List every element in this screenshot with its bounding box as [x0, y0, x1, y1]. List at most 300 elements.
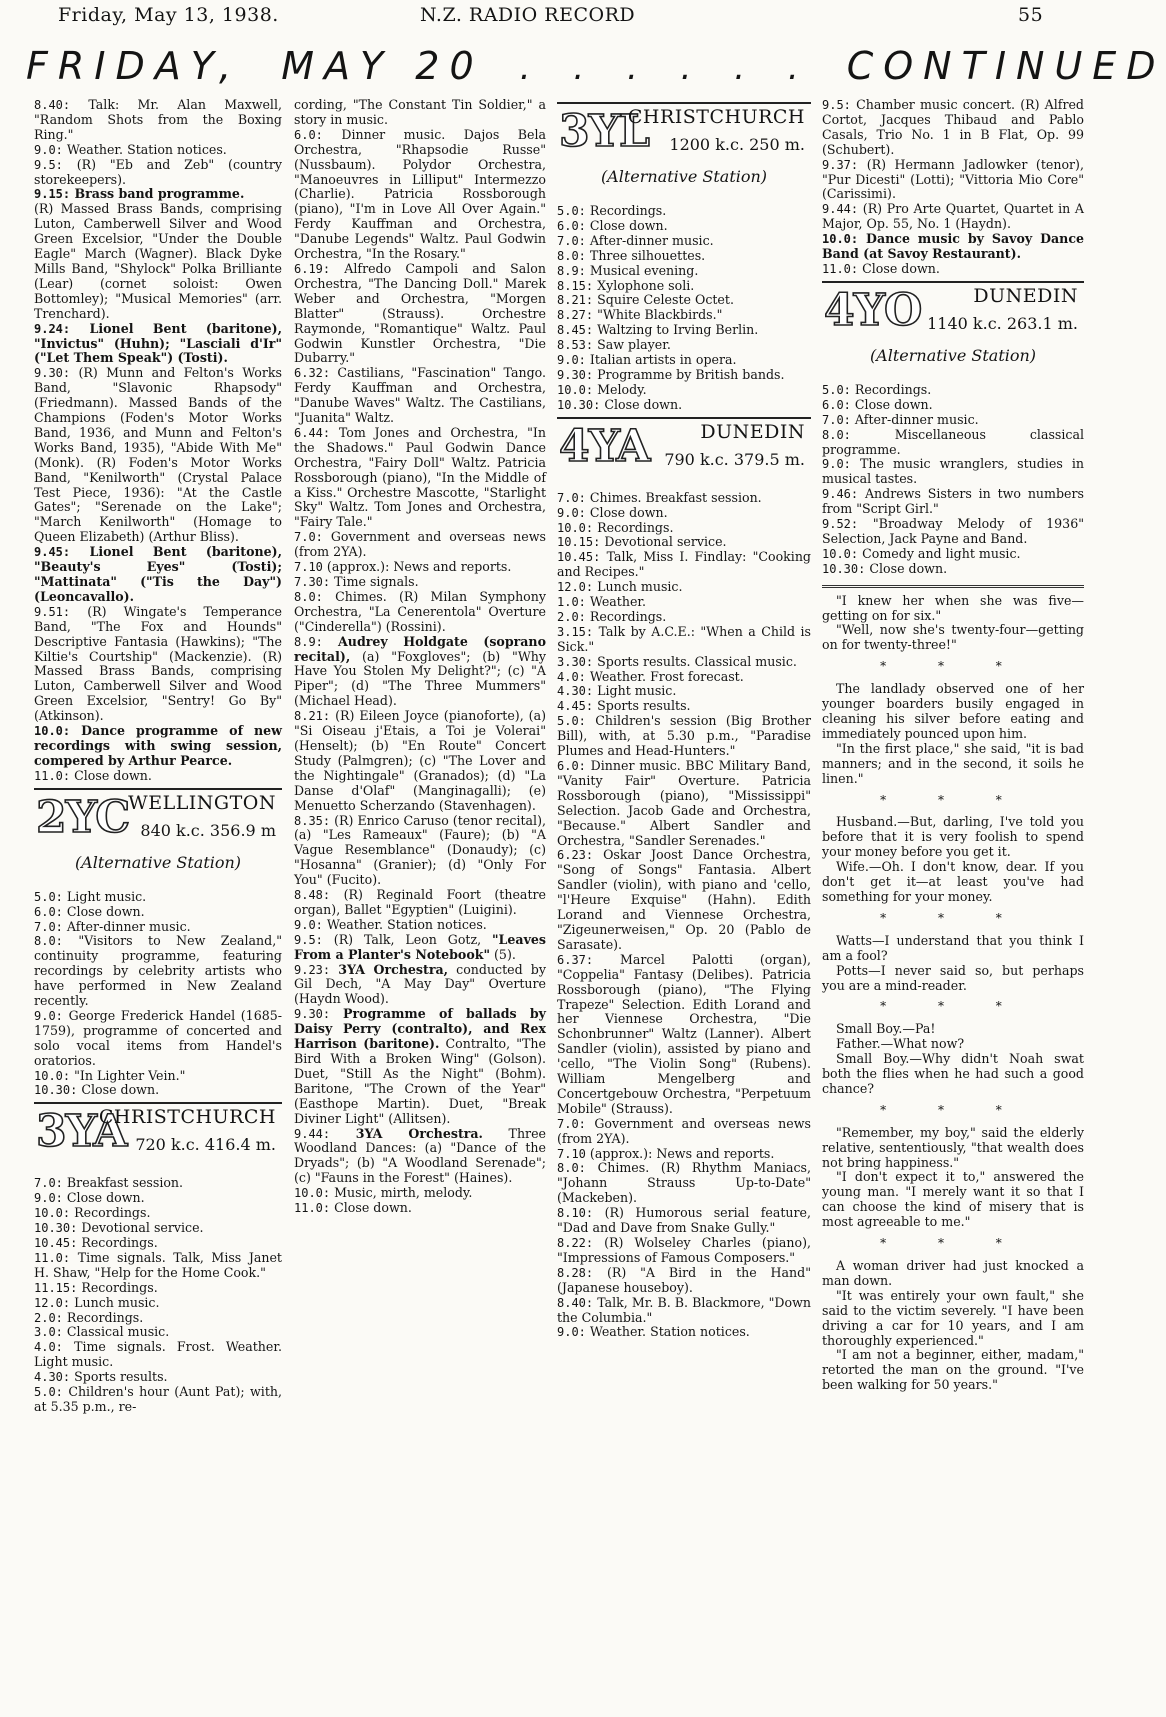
station-callsign: 2YC: [36, 791, 130, 843]
programme-description: "Visitors to New Zealand," continuity programme, featuring recordings by celebrity artists who have performed in New Zealand recently.: [34, 933, 282, 1009]
programme-entry: [34, 1176, 282, 1191]
programme-time: 8.0:: [557, 1161, 586, 1176]
programme-description: Comedy and light music.: [862, 545, 1021, 561]
programme-time: 7.0:: [34, 919, 63, 934]
programme-entry: [34, 890, 282, 905]
programme-time: 9.37:: [822, 157, 859, 172]
programme-entry: [294, 98, 546, 128]
programme-description: Sports results.: [74, 1369, 168, 1385]
programme-entry: [822, 262, 1084, 277]
joke-line: "Well, now she's twenty-four—getting on for twenty-three!": [822, 622, 1084, 653]
programme-entry: [34, 1191, 282, 1206]
star-separator: * * *: [880, 999, 1026, 1014]
programme-time: 10.0:: [34, 1068, 71, 1083]
programme-time: 9.5:: [294, 932, 323, 947]
programme-time: 4.30:: [34, 1370, 71, 1385]
joke: [822, 594, 1084, 654]
star-separator: * * *: [880, 659, 1026, 674]
programme-entry: [34, 934, 282, 1009]
programme-time: 7.0:: [557, 233, 586, 248]
joke-line: Small Boy.—Why didn't Noah swat both the flies when he had such a good chance?: [822, 1051, 1084, 1096]
programme-time: 10.45:: [557, 550, 601, 565]
programme-entry: [34, 1251, 282, 1281]
programme-time: 4.30:: [557, 684, 594, 699]
programme-entry: [557, 953, 811, 1117]
programme-description: Lionel Bent (baritone), "Invictus" (Huhn); "Lasciali d'Ir" ("Let Them Speak") (Tosti).: [34, 320, 282, 366]
programme-description: (approx.): News and reports.: [589, 1145, 775, 1161]
programme-time: 6.23:: [557, 848, 594, 863]
programme-time: 8.9:: [557, 263, 586, 278]
programme-description: Light music.: [66, 888, 147, 904]
programme-description: Waltzing to Irving Berlin.: [597, 322, 759, 338]
programme-description: Weather. Station notices.: [66, 141, 227, 157]
programme-entry: [34, 1069, 282, 1084]
programme-entry: [557, 1236, 811, 1266]
station-frequency: 840 k.c. 356.9 m: [140, 820, 276, 840]
joke: [822, 1126, 1084, 1230]
programme-entry: [557, 491, 811, 506]
programme-entry: [557, 1296, 811, 1326]
programme-entry: [557, 610, 811, 625]
programme-time: 8.0:: [557, 248, 586, 263]
station-frequency: 1200 k.c. 250 m.: [669, 135, 805, 154]
programme-description: Close down.: [604, 396, 683, 412]
programme-entry: [822, 398, 1084, 413]
programme-description: After-dinner music.: [854, 411, 979, 427]
programme-time: 7.0:: [557, 490, 586, 505]
programme-time: 3.30:: [557, 654, 594, 669]
programme-entry: [294, 1201, 546, 1216]
programme-description: (R) Reginald Foort (theatre organ), Ballet "Egyptien" (Luigini).: [294, 887, 546, 917]
programme-list: [34, 1176, 282, 1415]
programme-time: 10.30:: [34, 1221, 78, 1236]
programme-time: 9.44:: [822, 202, 859, 217]
programme-description: Chimes. Breakfast session.: [589, 489, 762, 505]
programme-entry: [557, 264, 811, 279]
programme-description: Squire Celeste Octet.: [597, 292, 734, 308]
programme-description: Recordings.: [66, 1309, 144, 1325]
programme-time: 9.15:: [34, 187, 71, 202]
programme-entry: [557, 293, 811, 308]
programme-entry: [294, 709, 546, 813]
programme-time: 11.0:: [34, 768, 71, 783]
programme-description: Chamber music concert. (R) Alfred Cortot, Jacques Thibaud and Pablo Casals, Trio No. 1 in B Flat, Op. 99 (Schubert).: [822, 97, 1084, 157]
station-callsign: 3YA: [36, 1106, 127, 1158]
programme-entry: [557, 670, 811, 685]
programme-description: George Frederick Handel (1685-1759), programme of concerted and solo vocal items from Handel's oratorios.: [34, 1007, 282, 1068]
programme-time: 2.0:: [557, 609, 586, 624]
page-number: 55: [1018, 4, 1044, 26]
programme-time: 4.45:: [557, 699, 594, 714]
programme-description: Time signals.: [334, 574, 419, 589]
programme-time: 3.15:: [557, 624, 594, 639]
programme-description: Close down.: [81, 1082, 160, 1098]
programme-description: Close down.: [869, 560, 948, 576]
banner-dots: . . . . . .: [519, 48, 815, 88]
programme-description: 3YA Orchestra, conducted by Gil Dech, "A May Day" Overture (Haydn Wood).: [294, 961, 546, 1007]
programme-entry: [294, 366, 546, 426]
station-2yc-header: [34, 788, 282, 884]
programme-time: 8.22:: [557, 1236, 594, 1250]
programme-entry: [34, 1311, 282, 1326]
programme-entry: [294, 1007, 546, 1126]
programme-description: Chimes. (R) Milan Symphony Orchestra, "La Cenerentola" Overture ("Cinderella") (Rossini).: [294, 588, 546, 634]
programme-entry: [557, 848, 811, 952]
programme-entry: [822, 457, 1084, 487]
programme-description: Recordings.: [854, 381, 932, 397]
programme-entry: [557, 714, 811, 759]
programme-time: 8.48:: [294, 888, 331, 903]
station-3ya-header: [34, 1102, 282, 1170]
programme-description: Close down.: [589, 504, 668, 520]
programme-time: 8.21:: [557, 293, 594, 308]
programme-description: (R) Wolseley Charles (piano), "Impressions of Famous Composers.": [557, 1235, 811, 1265]
programme-description: Tom Jones and Orchestra, "In the Shadows." Paul Godwin Dance Orchestra, "Fairy Doll" Waltz. Patricia Rossborough (piano), "In the Middle of a Kiss." Orchestre Mascotte, "Starlight Sky" Waltz. Tom Jones and Orchestra, "Fairy Tale.": [294, 424, 546, 530]
programme-time: 9.30:: [34, 366, 71, 381]
joke-line: The landlady observed one of her younger boarders busily engaged in cleaning his silver before eating and immediately pounced upon him.: [822, 681, 1084, 741]
programme-entry: [34, 158, 282, 188]
programme-description: Government and overseas news (from 2YA).: [557, 1115, 811, 1146]
programme-entry: [822, 562, 1084, 577]
programme-entry: [34, 1340, 282, 1370]
programme-entry: [34, 202, 282, 321]
programme-time: 6.0:: [557, 218, 586, 233]
programme-description: Close down.: [589, 217, 668, 233]
programme-entry: [34, 1221, 282, 1236]
programme-description: Children's session (Big Brother Bill), with, at 5.30 p.m., "Paradise Plumes and Head-Hunters.": [557, 713, 811, 759]
programme-description: Andrews Sisters in two numbers from "Script Girl.": [822, 486, 1084, 517]
programme-entry: [822, 487, 1084, 517]
star-separator: * * *: [880, 1236, 1026, 1251]
programme-description: Sports results.: [597, 698, 691, 714]
station-city: WELLINGTON: [128, 791, 276, 814]
programme-entry: [294, 888, 546, 918]
programme-time: 9.5:: [822, 98, 851, 112]
programme-entry: [822, 517, 1084, 547]
programme-entry: [557, 1206, 811, 1236]
programme-time: 9.0:: [557, 353, 586, 368]
programme-description: Classical music.: [66, 1324, 170, 1340]
joke-line: A woman driver had just knocked a man down.: [822, 1258, 1084, 1288]
programme-time: 9.5:: [34, 157, 63, 172]
programme-description: Recordings.: [589, 608, 667, 624]
station-alternative-note: (Alternative Station): [74, 852, 242, 872]
programme-time: 6.19:: [294, 261, 331, 276]
programme-description: Dance music by Savoy Dance Band (at Savoy Restaurant).: [822, 231, 1084, 262]
programme-list: [822, 383, 1084, 577]
programme-list: [34, 98, 282, 784]
programme-entry: [557, 1117, 811, 1147]
joke-line: "Remember, my boy," said the elderly relative, sententiously, "that wealth does not bring happiness.": [822, 1124, 1084, 1170]
programme-description: Saw player.: [597, 337, 671, 353]
programme-entry: [557, 323, 811, 338]
joke: [822, 1022, 1084, 1097]
programme-description: Talk, Miss I. Findlay: "Cooking and Recipes.": [557, 549, 811, 580]
programme-time: 9.30:: [557, 367, 594, 382]
programme-entry: [294, 262, 546, 366]
programme-description: The music wranglers, studies in musical tastes.: [822, 456, 1084, 487]
programme-entry: [557, 234, 811, 249]
programme-entry: [557, 1325, 811, 1340]
programme-description: "White Blackbirds.": [597, 307, 723, 323]
programme-time: 8.9:: [294, 634, 323, 649]
programme-description: Devotional service.: [81, 1220, 204, 1236]
programme-entry: [557, 521, 811, 536]
station-callsign: 4YA: [559, 420, 650, 472]
programme-description: cording, "The Constant Tin Soldier," a story in music.: [294, 97, 546, 127]
programme-time: 1.0:: [557, 595, 586, 610]
programme-time: 9.45:: [34, 545, 71, 560]
programme-description: Recordings.: [81, 1235, 158, 1250]
joke: [822, 682, 1084, 786]
programme-time: 9.0:: [557, 505, 586, 520]
programme-list: [34, 890, 282, 1099]
programme-description: Devotional service.: [604, 534, 727, 550]
programme-entry: [34, 605, 282, 724]
programme-entry: [557, 383, 811, 398]
banner-date: MAY 20: [281, 44, 484, 88]
joke: [822, 1259, 1084, 1393]
programme-time: 5.0:: [34, 1385, 63, 1400]
programme-description: Three silhouettes.: [589, 247, 706, 263]
programme-entry: [557, 279, 811, 294]
programme-entry: [294, 963, 546, 1008]
programme-time: 11.15:: [34, 1280, 78, 1295]
programme-description: "Broadway Melody of 1936" Selection, Jack Payne and Band.: [822, 516, 1084, 546]
programme-entry: [557, 308, 811, 323]
programme-time: 9.24:: [34, 321, 71, 336]
programme-entry: [557, 204, 811, 219]
programme-time: 7.0:: [294, 530, 323, 545]
programme-time: 8.27:: [557, 308, 594, 323]
column-3: [557, 98, 811, 1340]
programme-time: 6.44:: [294, 425, 331, 440]
programme-description: (R) "Eb and Zeb" (country storekeepers).: [34, 156, 282, 187]
programme-time: 7.10: [557, 1146, 586, 1161]
programme-entry: [822, 428, 1084, 458]
programme-description: Weather. Station notices.: [326, 916, 487, 932]
station-callsign: 3YL: [559, 106, 649, 157]
programme-time: 10.0:: [34, 724, 71, 739]
programme-description: Breakfast session.: [66, 1175, 184, 1191]
programme-description: Weather.: [589, 594, 647, 610]
column-1: [34, 98, 282, 1415]
star-separator: * * *: [880, 910, 1026, 925]
programme-time: 3.0:: [34, 1325, 63, 1340]
programme-description: Weather. Frost forecast.: [589, 668, 744, 684]
programme-time: 9.0:: [822, 457, 851, 472]
programme-entry: [34, 905, 282, 920]
programme-time: 6.37:: [557, 952, 594, 967]
programme-description: Close down.: [334, 1200, 412, 1216]
programme-entry: [557, 550, 811, 580]
programme-entry: [557, 625, 811, 655]
programme-entry: [294, 560, 546, 575]
programme-time: 12.0:: [34, 1295, 71, 1310]
programme-time: 8.45:: [557, 323, 594, 338]
programme-entry: [34, 920, 282, 935]
issue-date: Friday, May 13, 1938.: [58, 4, 279, 26]
programme-time: 8.0:: [822, 427, 851, 442]
programme-description: Alfredo Campoli and Salon Orchestra, "The Dancing Doll." Marek Weber and Orchestra, "Morgen Blatter" (Strauss). Orchestre Raymonde, "Romantique" Waltz. Paul Godwin Kunstler Orchestra, "Die Dubarry.": [294, 260, 546, 366]
programme-time: 9.51:: [34, 604, 71, 619]
programme-entry: [34, 1009, 282, 1069]
programme-entry: [34, 322, 282, 367]
programme-entry: [34, 1206, 282, 1221]
publication-name: N.Z. RADIO RECORD: [420, 4, 636, 26]
programme-time: 10.0:: [557, 520, 594, 535]
programme-time: 4.0:: [557, 669, 586, 684]
programme-entry: [294, 814, 546, 889]
programme-description: Talk, Mr. B. B. Blackmore, "Down the Columbia.": [557, 1294, 811, 1325]
page-header: [0, 4, 1114, 28]
programme-description: (R) Massed Brass Bands, comprising Luton, Camberwell Silver and Wood Green Excelsior, "Under the Double Eagle" March (Wagner). Black Dyke Mills Band, "Shylock" Polka Brilliante (Lear) (cornet soloist: Owen Bottomley); "Musical Memories" (arr. Trenchard).: [34, 201, 282, 321]
programme-time: 8.15:: [557, 278, 594, 293]
programme-time: 6.32:: [294, 366, 331, 381]
programme-list: [557, 204, 811, 413]
station-frequency: 790 k.c. 379.5 m.: [664, 449, 805, 469]
station-city: CHRISTCHURCH: [627, 106, 805, 128]
programme-time: 11.0:: [34, 1250, 71, 1265]
programme-entry: [294, 918, 546, 933]
programme-time: 10.0:: [822, 546, 859, 561]
programme-entry: [557, 595, 811, 610]
programme-time: 2.0:: [34, 1310, 63, 1325]
programme-description: Time signals. Talk, Miss Janet H. Shaw, "Help for the Home Cook.": [34, 1249, 282, 1280]
joke-line: "I am not a beginner, either, madam," retorted the man on the ground. "I've been walking for 50 years.": [822, 1347, 1084, 1393]
programme-time: 9.23:: [294, 962, 331, 977]
programme-description: Close down.: [66, 903, 145, 919]
joke-line: Wife.—Oh. I don't know, dear. If you don't get it—at least you've had something for your money.: [822, 859, 1084, 904]
programme-time: 10.0:: [822, 232, 859, 247]
programme-description: After-dinner music.: [589, 232, 714, 248]
programme-description: Dinner music. BBC Military Band, "Vanity Fair" Overture. Patricia Rossborough (piano), "Mississippi" Selection. Jacob Gade and Orchestra, "Because." Albert Sandler and Orchestra, "Sandler Serenades.": [557, 758, 811, 848]
programme-description: Castilians, "Fascination" Tango. Ferdy Kauffman and Orchestra, "Danube Waves" Waltz. The Castilians, "Juanita" Waltz.: [294, 365, 546, 426]
programme-description: Brass band programme.: [74, 186, 245, 202]
programme-description: Miscellaneous classical programme.: [822, 426, 1084, 457]
programme-time: 8.10:: [557, 1206, 594, 1221]
programme-entry: [557, 580, 811, 595]
programme-entry: [557, 655, 811, 670]
programme-description: Audrey Holdgate (soprano recital), (a) "Foxgloves"; (b) "Why Have You Stolen My Delight?"; (c) "A Piper"; (d) "The Three Mummers" (Michael Head).: [294, 633, 546, 709]
programme-entry: [557, 249, 811, 264]
programme-time: 9.0:: [34, 1008, 63, 1023]
station-4yo-header: [822, 281, 1084, 377]
programme-time: 9.0:: [557, 1325, 586, 1340]
programme-entry: [294, 426, 546, 530]
programme-list: [822, 98, 1084, 277]
programme-entry: [294, 1186, 546, 1201]
programme-entry: [294, 1127, 546, 1187]
programme-entry: [822, 232, 1084, 262]
programme-time: 9.0:: [34, 1191, 63, 1206]
programme-description: Lunch music.: [74, 1294, 160, 1310]
programme-time: 6.0:: [294, 127, 323, 142]
programme-time: 7.0:: [822, 412, 851, 427]
programme-entry: [34, 1370, 282, 1385]
programme-entry: [34, 769, 282, 784]
station-alternative-note: (Alternative Station): [869, 345, 1037, 365]
programme-description: Lunch music.: [597, 579, 683, 595]
programme-description: Close down.: [74, 767, 152, 783]
joke-line: Father.—What now?: [836, 1036, 965, 1052]
programme-list: [294, 98, 546, 1216]
day-banner: [26, 44, 1166, 88]
programme-time: 10.0:: [34, 1206, 71, 1221]
programme-entry: [557, 398, 811, 413]
programme-entry: [557, 368, 811, 383]
programme-entry: [294, 128, 546, 262]
programme-description: Xylophone soli.: [597, 277, 695, 293]
programme-entry: [34, 143, 282, 158]
programme-description: (approx.): News and reports.: [326, 559, 512, 575]
programme-time: 10.30:: [557, 397, 601, 412]
programme-time: 7.0:: [34, 1176, 63, 1191]
station-city: CHRISTCHURCH: [98, 1106, 276, 1129]
programme-time: 10.30:: [822, 561, 866, 576]
programme-description: Recordings.: [81, 1279, 158, 1295]
programme-time: 9.46:: [822, 487, 859, 502]
joke-line: Potts—I never said so, but perhaps you are a mind-reader.: [822, 962, 1084, 993]
programme-time: 9.0:: [34, 142, 63, 157]
programme-description: (R) Wingate's Temperance Band, "The Fox and Hounds" Descriptive Fantasia (Hawkins); "The Kiltie's Courtship" (Mackenzie). (R) Massed Brass Bands, comprising Luton, Camberwell Silver and Wood Green Excelsior, "Sentry! Go By" (Atkinson).: [34, 603, 282, 724]
programme-time: 5.0:: [822, 382, 851, 397]
programme-entry: [557, 699, 811, 714]
programme-time: 11.0:: [294, 1201, 331, 1216]
programme-description: Sports results. Classical music.: [597, 653, 797, 669]
programme-time: 10.0:: [557, 382, 594, 397]
programme-time: 11.0:: [822, 261, 859, 276]
programme-description: Musical evening.: [589, 262, 699, 278]
programme-entry: [822, 158, 1084, 203]
programme-entry: [34, 1325, 282, 1340]
programme-entry: [34, 366, 282, 545]
programme-description: (R) "A Bird in the Hand" (Japanese houseboy).: [557, 1264, 811, 1295]
programme-time: 5.0:: [557, 204, 586, 218]
programme-description: Government and overseas news (from 2YA).: [294, 529, 546, 560]
banner-continued: CONTINUED: [846, 44, 1166, 88]
programme-entry: [294, 933, 546, 963]
programme-description: Close down.: [862, 260, 940, 276]
programme-time: 8.28:: [557, 1265, 594, 1280]
programme-description: "In Lighter Vein.": [74, 1067, 186, 1083]
programme-entry: [294, 635, 546, 710]
station-city: DUNEDIN: [973, 284, 1078, 307]
programme-entry: [822, 413, 1084, 428]
programme-description: Programme of ballads by Daisy Perry (contralto), and Rex Harrison (baritone). Contralto, "The Bird With a Broken Wing" (Golson). Duet, "Still As the Night" (Bohm). Baritone, "The Crown of the Year" (Easthope Martin). Duet, "Break Diviner Light" (Allitsen).: [294, 1006, 546, 1126]
programme-description: Recordings.: [74, 1205, 151, 1221]
programme-time: 5.0:: [557, 714, 586, 729]
programme-description: (R) Humorous serial feature, "Dad and Dave from Snake Gully.": [557, 1205, 811, 1236]
programme-entry: [557, 506, 811, 521]
station-4ya-header: [557, 417, 811, 485]
banner-day: FRIDAY,: [26, 44, 242, 88]
programme-description: Close down.: [66, 1190, 145, 1206]
programme-entry: [294, 590, 546, 635]
station-callsign: 4YO: [824, 284, 922, 336]
programme-time: 10.30:: [34, 1083, 78, 1098]
programme-entry: [34, 1083, 282, 1098]
programme-description: Italian artists in opera.: [589, 352, 737, 368]
programme-entry: [822, 547, 1084, 562]
programme-description: Close down.: [854, 396, 933, 412]
joke-line: Watts—I understand that you think I am a fool?: [822, 932, 1084, 963]
programme-description: 3YA Orchestra. Three Woodland Dances: (a) "Dance of the Dryads"; (b) "A Woodland Serenade"; (c) "Fauns in the Forest" (Haines).: [294, 1125, 546, 1186]
jokes-section: [822, 594, 1084, 1394]
programme-entry: [822, 98, 1084, 158]
programme-time: 6.0:: [557, 759, 586, 773]
programme-entry: [557, 535, 811, 550]
